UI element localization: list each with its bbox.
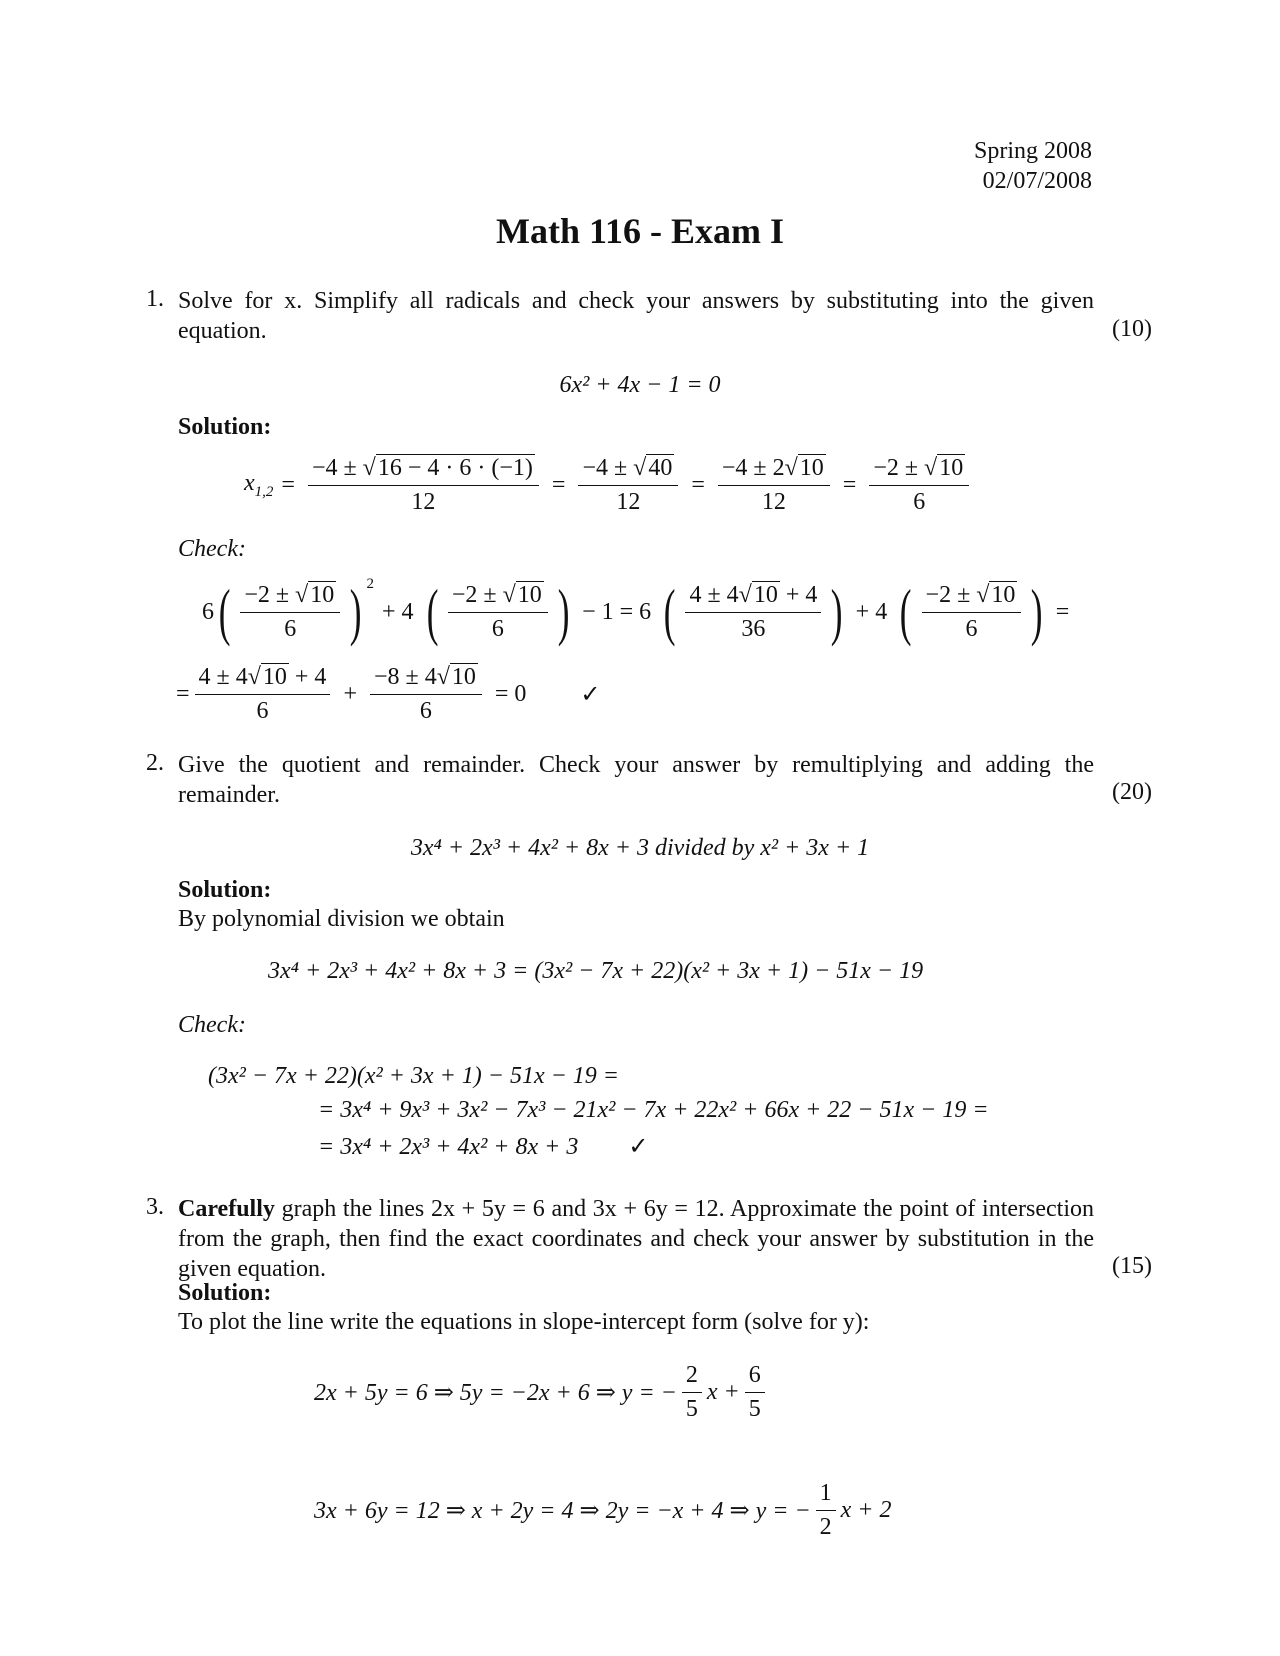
q1-solution-label: Solution:	[178, 414, 272, 440]
q2-solution-text: By polynomial division we obtain	[178, 906, 505, 932]
q2-points: (20)	[1112, 779, 1152, 805]
q3-eq1: 2x + 5y = 6 ⇒ 5y = −2x + 6 ⇒ y = − $\frac{2}{5}$ x + $\frac{6}{5}$	[314, 1362, 770, 1423]
check-mark: ✓	[580, 682, 601, 708]
q3-prompt: Carefully graph the lines 2x + 5y = 6 and 3x + 6y = 12. Approximate the point of intersection from the graph, then find the exact coordinates and check your answer by substitution in the given equation.	[178, 1196, 1094, 1282]
q1-number: 1.	[146, 286, 164, 312]
q1-equation: 6x² + 4x − 1 = 0	[559, 372, 721, 398]
exam-title: Math 116 - Exam I	[496, 211, 784, 251]
q2-result: 3x⁴ + 2x³ + 4x² + 8x + 3 = (3x² − 7x + 22)(x² + 3x + 1) − 51x − 19	[268, 958, 924, 984]
q1-check-label: Check:	[178, 536, 246, 562]
fraction-1: $\frac{-4 \pm √16 - 4 \cdot 6 \cdot (-1)}{12}$	[308, 455, 539, 516]
q2-check-line1: (3x² − 7x + 22)(x² + 3x + 1) − 51x − 19 =	[208, 1063, 619, 1089]
fraction-3: $\frac{-4 \pm 2√10}{12}$	[718, 455, 830, 516]
fraction-4: $\frac{-2 \pm √10}{6}$	[869, 455, 969, 516]
q2-number: 2.	[146, 750, 164, 776]
q2-equation: 3x⁴ + 2x³ + 4x² + 8x + 3 divided by x² + 3x + 1	[410, 835, 870, 861]
q1-prompt: Solve for x. Simplify all radicals and check your answers by substituting into the given equation.	[178, 288, 1094, 344]
q1-check-line2: = $\frac{4 \pm 4√10 + 4}{6}$ + $\frac{-8 \pm 4√10}{6}$ = 0 ✓	[176, 664, 601, 724]
check-mark: ✓	[628, 1134, 649, 1160]
q1-check-line1: 6 ( $\frac{-2 \pm √10}{6}$ ) $^2$ + 4 ( $\frac{-2 \pm √10}{6}$ ) − 1 = 6 ( $\frac{4 \pm 4√10 + 4}{36}$ ) + 4 ( $\frac{-2 \pm √10}{6}$ ) =	[202, 575, 1070, 647]
q3-number: 3.	[146, 1194, 164, 1220]
q1-points: (10)	[1112, 316, 1152, 342]
semester: Spring 2008	[973, 138, 1092, 164]
q2-check-line2: = 3x⁴ + 9x³ + 3x² − 7x³ − 21x² − 7x + 22x² + 66x + 22 − 51x − 19 =	[318, 1097, 989, 1123]
q2-prompt: Give the quotient and remainder. Check your answer by remultiplying and adding the remainder.	[178, 752, 1094, 808]
q2-solution-label: Solution:	[178, 877, 272, 903]
x-var: $x_{1,2}$	[244, 470, 274, 500]
q2-check-label: Check:	[178, 1012, 246, 1038]
q3-points: (15)	[1112, 1253, 1152, 1279]
q3-solution-label: Solution:	[178, 1280, 272, 1306]
q2-check-line3: = 3x⁴ + 2x³ + 4x² + 8x + 3 ✓	[318, 1134, 649, 1160]
header-meta	[974, 136, 1092, 196]
q3-eq2: 3x + 6y = 12 ⇒ x + 2y = 4 ⇒ 2y = −x + 4 ⇒ y = − $\frac{1}{2}$ x + 2	[314, 1480, 892, 1540]
q1-solution-formula: $x_{1,2}$ = $\frac{-4 \pm √16 - 4 \cdot 6 \cdot (-1)}{12}$ = $\frac{-4 \pm √40}{12}$ = $\frac{-4 \pm 2√10}{12}$ = $\frac{-2 \pm √10}{6}$	[244, 455, 974, 516]
exam-date: 02/07/2008	[982, 168, 1092, 194]
q3-solution-text: To plot the line write the equations in slope-intercept form (solve for y):	[178, 1309, 870, 1335]
fraction-2: $\frac{-4 \pm √40}{12}$	[578, 455, 678, 516]
